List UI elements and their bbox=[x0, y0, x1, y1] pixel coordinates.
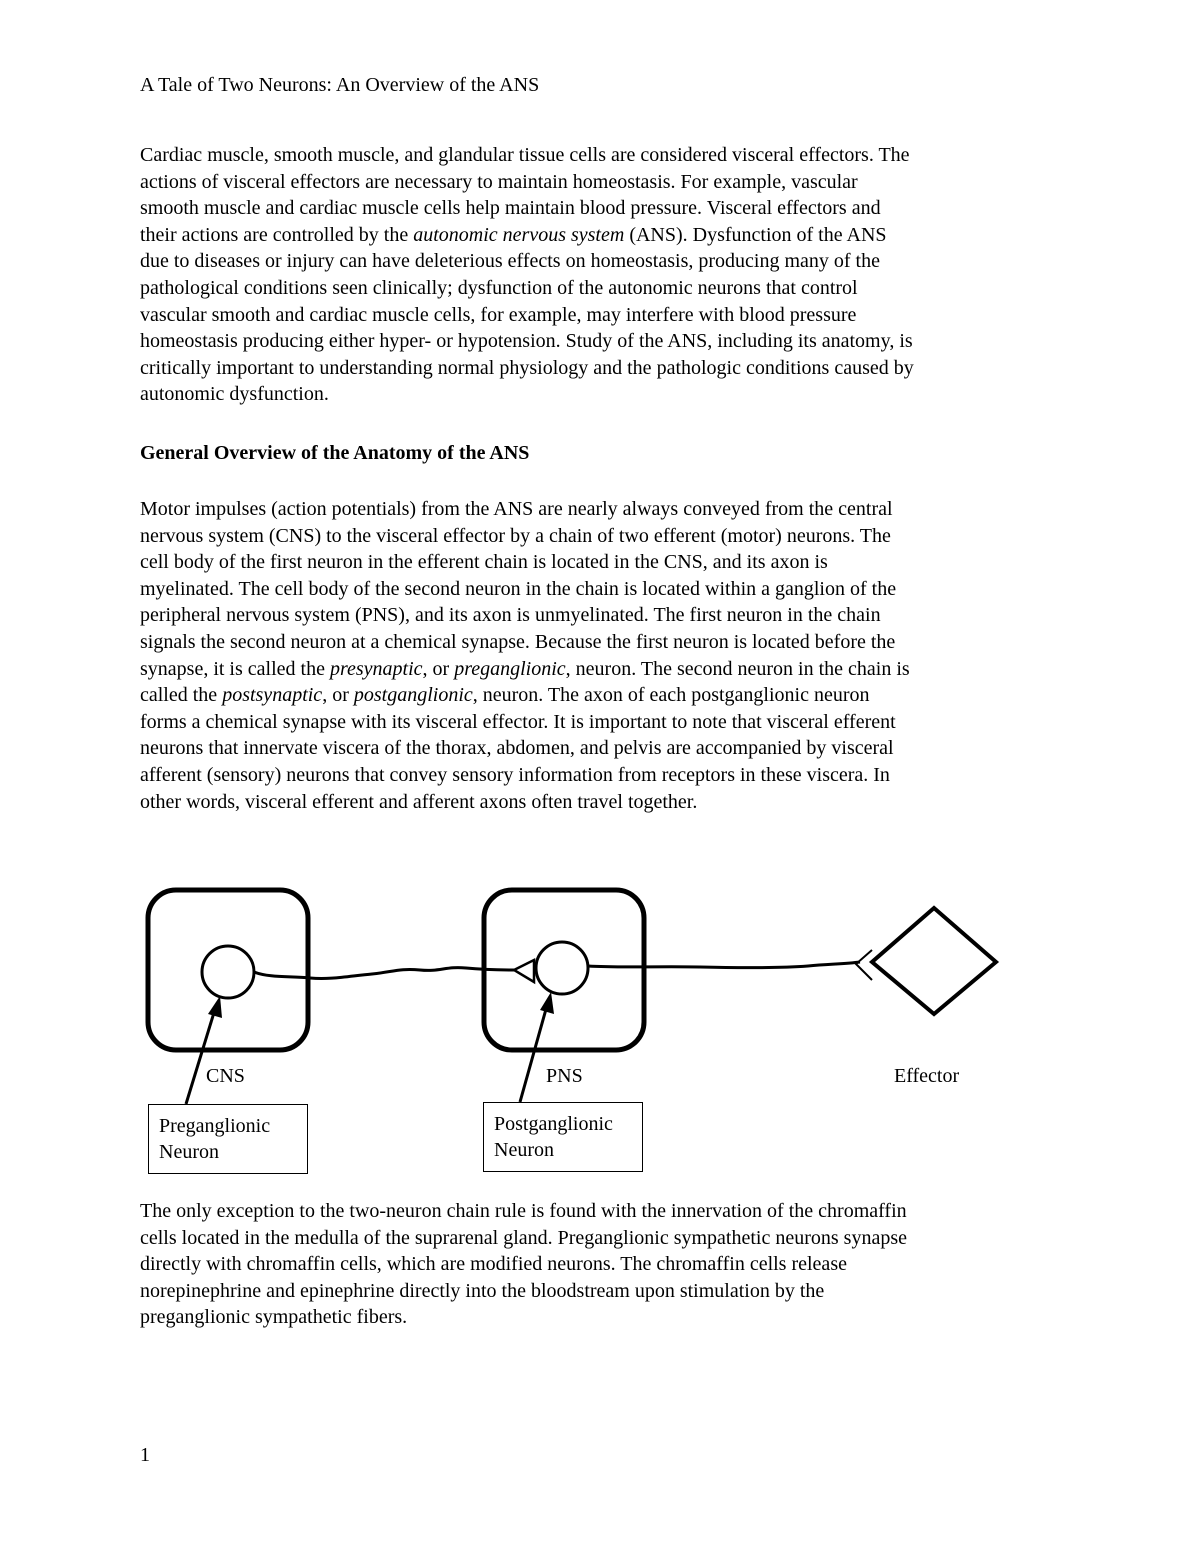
text-segment: called the bbox=[140, 684, 223, 707]
text-line: due to diseases or injury can have deleterious effects on homeostasis, producing many of the bbox=[140, 250, 880, 273]
term-postsynaptic: postsynaptic bbox=[222, 684, 323, 707]
text-line: Cardiac muscle, smooth muscle, and glandular tissue cells are considered visceral effectors. The bbox=[140, 144, 910, 166]
text-line bbox=[140, 224, 887, 246]
overview-paragraph bbox=[140, 496, 1060, 815]
term-preganglionic: preganglionic bbox=[454, 657, 566, 680]
text-line: smooth muscle and cardiac muscle cells help maintain blood pressure. Visceral effectors and bbox=[140, 197, 881, 220]
postganglionic-arrowhead bbox=[540, 992, 554, 1014]
synapse-terminal bbox=[514, 960, 534, 982]
postganglionic-cell-body bbox=[536, 942, 588, 994]
text-line: pathological conditions seen clinically; dysfunction of the autonomic neurons that control bbox=[140, 276, 858, 299]
text-segment: , neuron. The second neuron in the chain is bbox=[565, 657, 910, 680]
preganglionic-neuron-label-box bbox=[148, 1104, 308, 1174]
text-line: autonomic dysfunction. bbox=[140, 383, 329, 406]
label-line: Neuron bbox=[159, 1141, 219, 1163]
term-presynaptic: presynaptic bbox=[329, 657, 423, 680]
postganglionic-axon bbox=[588, 962, 860, 968]
text-segment: , or bbox=[422, 657, 455, 680]
text-line: vascular smooth and cardiac muscle cells, for example, may interfere with blood pressure bbox=[140, 303, 857, 326]
text-line: signals the second neuron at a chemical synapse. Because the first neuron is located before the bbox=[140, 630, 896, 653]
text-line: nervous system (CNS) to the visceral effector by a chain of two efferent (motor) neurons. The bbox=[140, 524, 891, 547]
document-title: A Tale of Two Neurons: An Overview of the ANS bbox=[140, 74, 540, 96]
exception-paragraph bbox=[140, 1198, 1060, 1331]
effector-shape bbox=[872, 908, 996, 1014]
preganglionic-pointer-arrow bbox=[186, 1006, 216, 1104]
label-line: Preganglionic bbox=[159, 1115, 271, 1137]
text-line: The only exception to the two-neuron chain rule is found with the innervation of the chromaffin bbox=[140, 1200, 907, 1222]
term-autonomic-nervous-system: autonomic nervous system bbox=[413, 223, 625, 246]
text-line: other words, visceral efferent and afferent axons often travel together. bbox=[140, 790, 698, 813]
text-line: neurons that innervate viscera of the thorax, abdomen, and pelvis are accompanied by visceral bbox=[140, 737, 894, 760]
text-line: cell body of the first neuron in the efferent chain is located in the CNS, and its axon is bbox=[140, 551, 828, 574]
text-segment: , or bbox=[322, 684, 354, 707]
text-line bbox=[140, 684, 870, 706]
text-line: actions of visceral effectors are necessary to maintain homeostasis. For example, vascular bbox=[140, 170, 858, 193]
preganglionic-arrowhead bbox=[208, 996, 222, 1018]
text-line: Motor impulses (action potentials) from the ANS are nearly always conveyed from the central bbox=[140, 498, 893, 520]
text-line: peripheral nervous system (PNS), and its axon is unmyelinated. The first neuron in the chain bbox=[140, 604, 881, 627]
text-segment: their actions are controlled by the bbox=[140, 223, 414, 246]
pns-label: PNS bbox=[546, 1065, 583, 1087]
page-number: 1 bbox=[140, 1444, 150, 1466]
label-line: Neuron bbox=[494, 1139, 554, 1161]
preganglionic-axon bbox=[254, 968, 514, 979]
text-segment: synapse, it is called the bbox=[140, 657, 330, 680]
text-line: afferent (sensory) neurons that convey sensory information from receptors in these viscera. In bbox=[140, 763, 890, 786]
effector-terminal bbox=[856, 950, 872, 980]
text-segment: (ANS). Dysfunction of the ANS bbox=[624, 223, 887, 246]
two-neuron-chain-diagram bbox=[0, 880, 1200, 1180]
text-line: critically important to understanding normal physiology and the pathologic conditions caused by bbox=[140, 356, 914, 379]
section-heading: General Overview of the Anatomy of the ANS bbox=[140, 442, 530, 464]
text-line: preganglionic sympathetic fibers. bbox=[140, 1306, 408, 1329]
text-line: forms a chemical synapse with its visceral effector. It is important to note that visceral efferent bbox=[140, 710, 896, 733]
preganglionic-cell-body bbox=[202, 946, 254, 998]
text-segment: , neuron. The axon of each postganglionic neuron bbox=[472, 684, 870, 707]
text-line: cells located in the medulla of the suprarenal gland. Preganglionic sympathetic neurons synapse bbox=[140, 1226, 907, 1249]
text-line: myelinated. The cell body of the second neuron in the chain is located within a ganglion of the bbox=[140, 577, 897, 600]
text-line: norepinephrine and epinephrine directly into the bloodstream upon stimulation by the bbox=[140, 1279, 825, 1302]
text-line: directly with chromaffin cells, which are modified neurons. The chromaffin cells release bbox=[140, 1253, 847, 1276]
text-line bbox=[140, 658, 910, 680]
term-postganglionic: postganglionic bbox=[353, 684, 473, 707]
effector-label: Effector bbox=[894, 1065, 960, 1087]
label-line: Postganglionic bbox=[494, 1113, 613, 1135]
cns-label: CNS bbox=[206, 1065, 245, 1087]
text-line: homeostasis producing either hyper- or hypotension. Study of the ANS, including its anatomy, is bbox=[140, 330, 913, 353]
postganglionic-neuron-label-box bbox=[483, 1102, 643, 1172]
intro-paragraph bbox=[140, 142, 1060, 408]
